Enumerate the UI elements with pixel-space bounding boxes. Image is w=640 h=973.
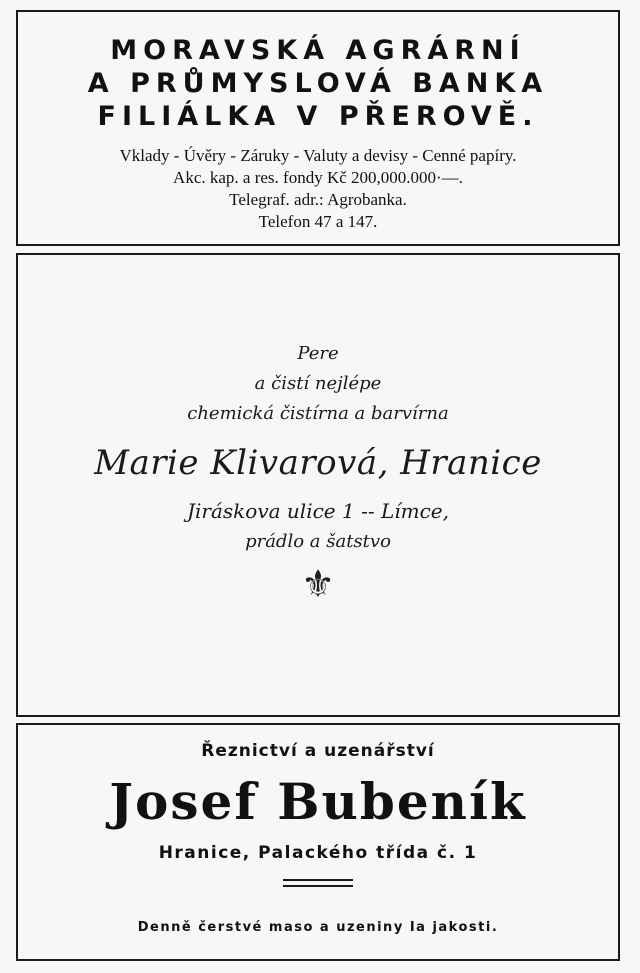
rule-line-bottom xyxy=(283,885,353,887)
bank-advertisement xyxy=(16,10,620,246)
laundry-text xyxy=(18,339,618,605)
bank-services: Vklady - Úvěry - Záruky - Valuty a devisy - Cenné papíry. xyxy=(119,146,517,165)
butcher-address: Hranice, Palackého třída č. 1 xyxy=(158,843,478,863)
fleur-ornament-icon: ⚜ xyxy=(300,564,336,606)
bank-name xyxy=(18,34,618,133)
laundry-line-2: a čistí nejlépe xyxy=(254,373,382,394)
laundry-advertisement xyxy=(16,253,620,717)
laundry-address: Jiráskova ulice 1 -- Límce, xyxy=(187,499,449,523)
butcher-heading: Řeznictví a uzenářství xyxy=(201,741,435,761)
butcher-name: Josef Bubeník xyxy=(109,772,527,831)
bank-details xyxy=(18,145,618,233)
bank-name-line-2: A PRŮMYSLOVÁ BANKA xyxy=(87,68,549,99)
bank-telegraph: Telegraf. adr.: Agrobanka. xyxy=(229,190,407,209)
rule-line-top xyxy=(283,879,353,881)
bank-capital: Akc. kap. a res. fondy Kč 200,000.000·—. xyxy=(173,168,463,187)
butcher-advertisement xyxy=(16,723,620,961)
laundry-line-3: chemická čistírna a barvírna xyxy=(187,403,449,424)
laundry-line-1: Pere xyxy=(297,343,339,364)
bank-name-line-1: MORAVSKÁ AGRÁRNÍ xyxy=(110,35,526,66)
bank-phone: Telefon 47 a 147. xyxy=(258,212,378,231)
laundry-business-name: Marie Klivarová, Hranice xyxy=(94,443,542,483)
bank-name-line-3: FILIÁLKA V PŘEROVĚ. xyxy=(97,101,539,132)
butcher-text xyxy=(18,739,618,891)
double-rule-divider xyxy=(283,879,353,887)
butcher-tagline: Denně čerstvé maso a uzeniny Ia jakosti. xyxy=(137,920,499,935)
laundry-line-last: prádlo a šatstvo xyxy=(245,531,391,552)
